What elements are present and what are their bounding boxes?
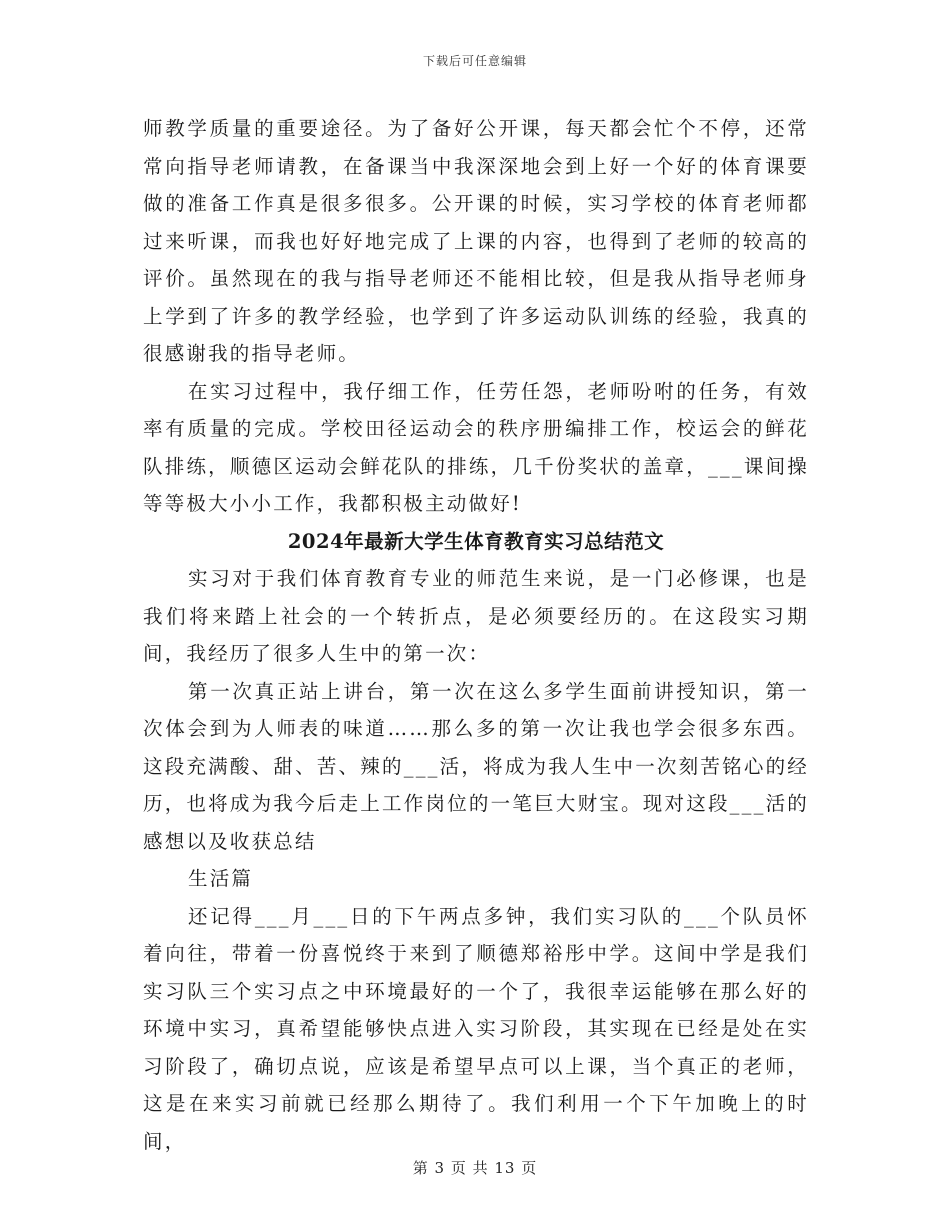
- paragraph-5-heading: 生活篇: [188, 867, 254, 890]
- document-body: [143, 110, 809, 1160]
- section-title: 2024年最新大学生体育教育实习总结范文: [287, 529, 665, 553]
- paragraph-6: 还记得___月___日的下午两点多钟，我们实习队的___个队员怀着向往，带着一份喜悦终于来到了顺德郑裕彤中学。这间中学是我们实习队三个实习点之中环境最好的一个了，我很幸运能够在那么好的环境中实习，真希望能够快点进入实习阶段，其实现在已经是处在实习阶段了，确切点说，应该是希望早点可以上课，当个真正的老师，这是在来实习前就已经那么期待了。我们利用一个下午加晚上的时间，: [143, 904, 809, 1153]
- paragraph-3: 实习对于我们体育教育专业的师范生来说，是一门必修课，也是我们将来踏上社会的一个转折点，是必须要经历的。在这段实习期间，我经历了很多人生中的第一次：: [143, 567, 809, 665]
- header-note: 下载后可任意编辑: [422, 54, 527, 68]
- paragraph-4: 第一次真正站上讲台，第一次在这么多学生面前讲授知识，第一次体会到为人师表的味道……那么多的第一次让我也学会很多东西。这段充满酸、甜、苦、辣的___活，将成为我人生中一次刻苦铭心的经历，也将成为我今后走上工作岗位的一笔巨大财宝。现对这段___活的感想以及收获总结: [143, 679, 809, 853]
- page-number: 第 3 页 共 13 页: [412, 1159, 538, 1177]
- paragraph-2: 在实习过程中，我仔细工作，任劳任怨，老师吩咐的任务，有效率有质量的完成。学校田径运动会的秩序册编排工作，校运会的鲜花队排练，顺德区运动会鲜花队的排练，几千份奖状的盖章，___课间操等等极大小小工作，我都积极主动做好!: [143, 379, 809, 515]
- paragraph-1: 师教学质量的重要途径。为了备好公开课，每天都会忙个不停，还常常向指导老师请教，在备课当中我深深地会到上好一个好的体育课要做的准备工作真是很多很多。公开课的时候，实习学校的体育老师都过来听课，而我也好好地完成了上课的内容，也得到了老师的较高的评价。虽然现在的我与指导老师还不能相比较，但是我从指导老师身上学到了许多的教学经验，也学到了许多运动队训练的经验，我真的很感谢我的指导老师。: [143, 117, 809, 365]
